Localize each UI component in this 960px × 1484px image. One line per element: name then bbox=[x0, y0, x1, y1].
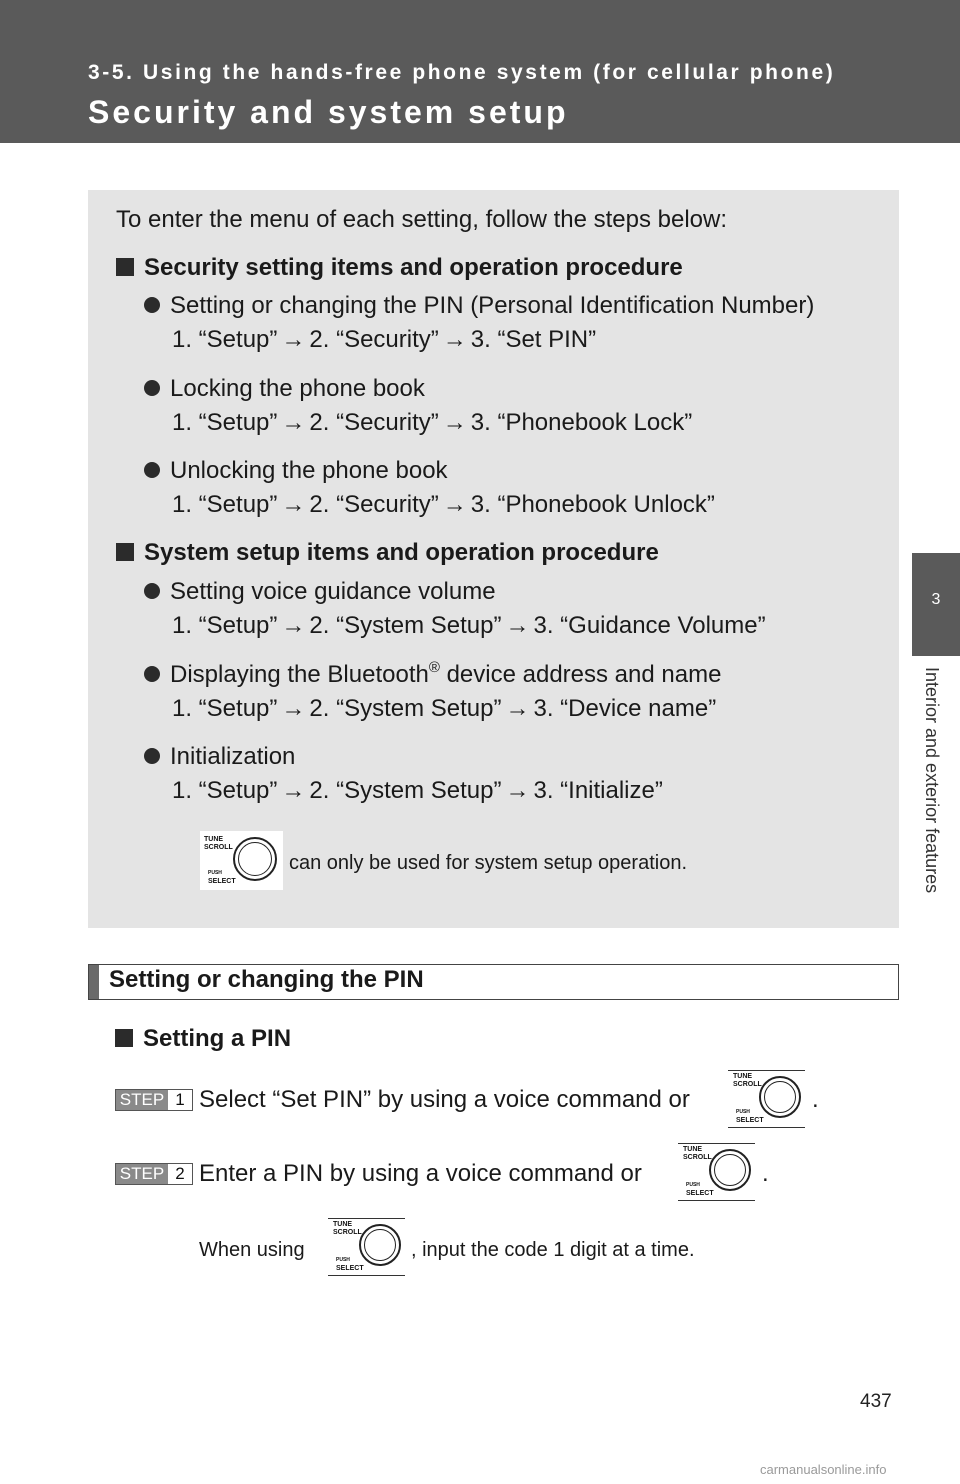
square-bullet-icon bbox=[116, 258, 134, 276]
note-after: , input the code 1 digit at a time. bbox=[411, 1239, 695, 1261]
round-bullet-icon bbox=[144, 666, 160, 682]
system-item-title: Setting voice guidance volume bbox=[144, 577, 496, 607]
registered-mark: ® bbox=[428, 659, 440, 676]
security-heading: Security setting items and operation procedure bbox=[116, 253, 683, 283]
arrow-icon: → bbox=[505, 695, 530, 722]
arrow-icon: → bbox=[281, 777, 306, 804]
security-item-title: Setting or changing the PIN (Personal Identification Number) bbox=[144, 291, 814, 321]
arrow-icon: → bbox=[505, 612, 530, 639]
arrow-icon: → bbox=[505, 777, 530, 804]
step-2-text: Enter a PIN by using a voice command or bbox=[199, 1160, 642, 1187]
chapter-label: Interior and exterior features bbox=[922, 667, 942, 894]
security-item-steps: 1. “Setup” → 2. “Security” → 3. “Phonebook Lock” bbox=[172, 409, 693, 436]
arrow-icon: → bbox=[442, 326, 467, 353]
pin-section-title: Setting or changing the PIN bbox=[109, 966, 424, 993]
page-header bbox=[0, 0, 960, 143]
settings-overview-panel bbox=[88, 190, 899, 928]
pin-section-bar bbox=[88, 964, 899, 1000]
round-bullet-icon bbox=[144, 748, 160, 764]
page-number: 437 bbox=[860, 1391, 892, 1412]
panel-intro: To enter the menu of each setting, follow the steps below: bbox=[116, 206, 728, 233]
round-bullet-icon bbox=[144, 462, 160, 478]
section-title: 3-5. Using the hands-free phone system (for cellular phone) bbox=[88, 61, 836, 84]
arrow-icon: → bbox=[281, 695, 306, 722]
system-item-steps: 1. “Setup” → 2. “System Setup” → 3. “Initialize” bbox=[172, 777, 663, 804]
round-bullet-icon bbox=[144, 297, 160, 313]
arrow-icon: → bbox=[281, 326, 306, 353]
step-2-end: . bbox=[762, 1160, 769, 1187]
knob-note: can only be used for system setup operation. bbox=[289, 852, 688, 874]
tune-scroll-knob-icon: TUNE SCROLL PUSH SELECT bbox=[728, 1070, 805, 1128]
tune-scroll-knob-icon: TUNE SCROLL PUSH SELECT bbox=[328, 1218, 405, 1276]
arrow-icon: → bbox=[281, 491, 306, 518]
square-bullet-icon bbox=[116, 543, 134, 561]
arrow-icon: → bbox=[442, 491, 467, 518]
round-bullet-icon bbox=[144, 583, 160, 599]
system-item-title: Displaying the Bluetooth® device address and name bbox=[144, 660, 721, 690]
system-heading: System setup items and operation procedure bbox=[116, 538, 659, 568]
chapter-tab bbox=[912, 553, 960, 656]
security-item-title: Locking the phone book bbox=[144, 374, 425, 404]
arrow-icon: → bbox=[281, 612, 306, 639]
round-bullet-icon bbox=[144, 380, 160, 396]
step-badge-1: STEP 1 bbox=[115, 1089, 193, 1111]
chapter-label-container bbox=[918, 667, 946, 947]
step-1-end: . bbox=[812, 1086, 819, 1113]
step-badge-2: STEP 2 bbox=[115, 1163, 193, 1185]
square-bullet-icon bbox=[115, 1029, 133, 1047]
security-item-steps: 1. “Setup” → 2. “Security” → 3. “Phonebook Unlock” bbox=[172, 491, 715, 518]
arrow-icon: → bbox=[442, 409, 467, 436]
system-item-steps: 1. “Setup” → 2. “System Setup” → 3. “Guidance Volume” bbox=[172, 612, 766, 639]
note-before: When using bbox=[199, 1239, 305, 1261]
security-item-title: Unlocking the phone book bbox=[144, 456, 448, 486]
security-item-steps: 1. “Setup” → 2. “Security” → 3. “Set PIN” bbox=[172, 326, 597, 353]
system-item-title: Initialization bbox=[144, 742, 295, 772]
step-1-text: Select “Set PIN” by using a voice command or bbox=[199, 1086, 690, 1113]
pin-subheading: Setting a PIN bbox=[115, 1024, 291, 1054]
arrow-icon: → bbox=[281, 409, 306, 436]
chapter-number: 3 bbox=[931, 591, 941, 608]
tune-scroll-knob-icon: TUNE SCROLL PUSH SELECT bbox=[200, 831, 283, 890]
system-item-steps: 1. “Setup” → 2. “System Setup” → 3. “Device name” bbox=[172, 695, 717, 722]
watermark: carmanualsonline.info bbox=[760, 1462, 887, 1477]
tune-scroll-knob-icon: TUNE SCROLL PUSH SELECT bbox=[678, 1143, 755, 1201]
page-title: Security and system setup bbox=[88, 94, 569, 130]
